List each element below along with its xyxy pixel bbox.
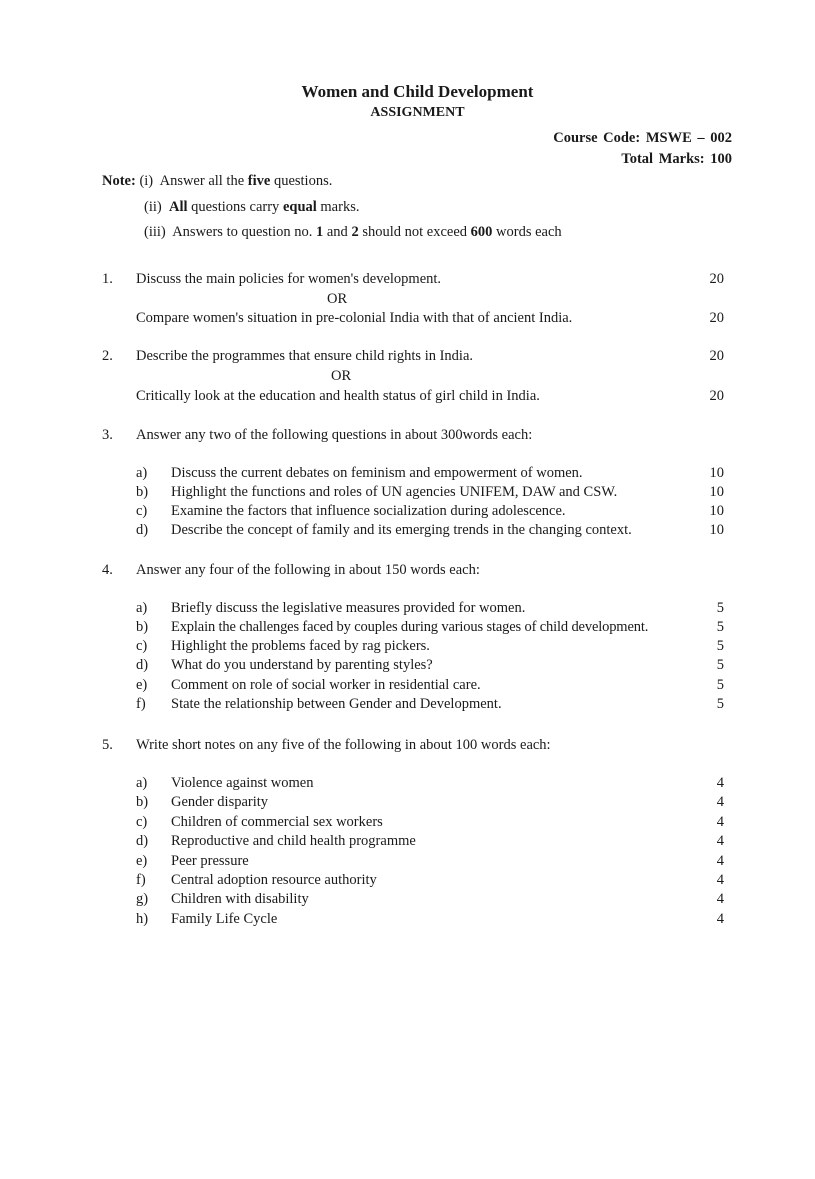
note-bold: five: [247, 173, 271, 189]
note-label: Note:: [102, 173, 136, 189]
note-bold: All: [168, 199, 188, 215]
item-text: Family Life Cycle: [171, 911, 278, 927]
note-text: Answer all the: [159, 173, 248, 189]
item-marks: 5: [716, 677, 724, 693]
note-bold: 2: [351, 224, 359, 240]
note-text: marks.: [316, 199, 360, 215]
question-text: Critically look at the education and health status of girl child in India.: [136, 388, 540, 404]
total-marks: Total Marks: 100: [621, 151, 732, 167]
item-marks: 4: [716, 872, 724, 888]
note-text: questions.: [270, 173, 333, 189]
item-letter: d): [136, 833, 149, 849]
question-text: Answer any two of the following questions in about 300words each:: [136, 427, 533, 443]
item-text: Discuss the current debates on feminism and empowerment of women.: [171, 465, 583, 481]
item-text: Briefly discuss the legislative measures provided for women.: [171, 600, 526, 616]
question-5-item: [0, 833, 815, 853]
item-letter: h): [136, 911, 149, 927]
item-letter: a): [136, 600, 148, 616]
note-item-2: [144, 199, 359, 216]
note-item-1: [102, 173, 332, 190]
question-text: Write short notes on any five of the following in about 100 words each:: [136, 737, 551, 753]
or-label: OR: [327, 291, 348, 307]
item-text: Gender disparity: [171, 794, 269, 810]
item-marks: 5: [716, 657, 724, 673]
item-marks: 4: [716, 911, 724, 927]
item-text: Violence against women: [171, 775, 314, 791]
item-marks: 10: [709, 522, 724, 538]
question-text: Discuss the main policies for women's development.: [136, 271, 442, 287]
question-5-item: [0, 911, 815, 931]
question-number: 4.: [102, 562, 113, 578]
item-letter: f): [136, 872, 146, 888]
item-text: What do you understand by parenting styles?: [171, 657, 433, 673]
item-letter: a): [136, 465, 148, 481]
item-letter: d): [136, 657, 149, 673]
question-1-or: [0, 291, 815, 311]
item-marks: 5: [716, 600, 724, 616]
item-marks: 4: [716, 833, 724, 849]
question-3-item: [0, 465, 815, 485]
note-num: (ii): [144, 199, 162, 215]
item-text: Examine the factors that influence socialization during adolescence.: [171, 503, 566, 519]
note-text: should not exceed: [358, 224, 471, 240]
item-marks: 4: [716, 853, 724, 869]
note-bold: 1: [316, 224, 324, 240]
question-2-or: [0, 368, 815, 388]
question-number: 5.: [102, 737, 113, 753]
document-title: Women and Child Development: [301, 82, 534, 101]
item-marks: 4: [716, 794, 724, 810]
item-letter: c): [136, 638, 148, 654]
item-letter: a): [136, 775, 148, 791]
item-marks: 4: [716, 814, 724, 830]
item-text: Central adoption resource authority: [171, 872, 377, 888]
item-letter: f): [136, 696, 146, 712]
item-marks: 10: [709, 503, 724, 519]
item-text: Peer pressure: [171, 853, 249, 869]
item-text: Explain the challenges faced by couples during various stages of child development.: [171, 619, 649, 635]
question-text: Answer any four of the following in about 150 words each:: [136, 562, 480, 578]
item-letter: g): [136, 891, 149, 907]
note-bold: equal: [282, 199, 317, 215]
question-5-item: [0, 794, 815, 814]
question-5-item: [0, 775, 815, 795]
question-text: Describe the programmes that ensure child rights in India.: [136, 348, 474, 364]
note-text: words each: [492, 224, 562, 240]
question-number: 1.: [102, 271, 113, 287]
question-number: 3.: [102, 427, 113, 443]
item-letter: b): [136, 619, 149, 635]
question-4-item: [0, 657, 815, 677]
question-marks: 20: [709, 310, 724, 326]
item-letter: c): [136, 814, 148, 830]
document-subtitle: ASSIGNMENT: [370, 105, 465, 120]
item-marks: 10: [709, 484, 724, 500]
item-letter: c): [136, 503, 148, 519]
item-text: Children of commercial sex workers: [171, 814, 383, 830]
question-4-item: [0, 677, 815, 697]
question-4-item: [0, 696, 815, 716]
note-num: (iii): [144, 224, 166, 240]
question-2-a: [0, 348, 815, 368]
question-4-item: [0, 600, 815, 620]
item-letter: b): [136, 794, 149, 810]
question-marks: 20: [709, 348, 724, 364]
note-text: and: [323, 224, 352, 240]
question-5-item: [0, 814, 815, 834]
question-1-b: [0, 310, 815, 330]
question-2-b: [0, 388, 815, 408]
question-marks: 20: [709, 388, 724, 404]
item-letter: b): [136, 484, 149, 500]
item-text: Children with disability: [171, 891, 309, 907]
item-letter: d): [136, 522, 149, 538]
question-5-item: [0, 872, 815, 892]
item-text: Comment on role of social worker in residential care.: [171, 677, 481, 693]
question-3: [0, 427, 815, 447]
item-marks: 4: [716, 891, 724, 907]
course-code: Course Code: MSWE – 002: [553, 130, 732, 146]
item-letter: e): [136, 853, 148, 869]
question-marks: 20: [709, 271, 724, 287]
note-text: questions carry: [187, 199, 283, 215]
item-marks: 5: [716, 638, 724, 654]
item-letter: e): [136, 677, 148, 693]
question-4-item: [0, 638, 815, 658]
or-label: OR: [331, 368, 352, 384]
question-3-item: [0, 522, 815, 542]
question-3-item: [0, 503, 815, 523]
question-number: 2.: [102, 348, 113, 364]
item-text: Highlight the functions and roles of UN agencies UNIFEM, DAW and CSW.: [171, 484, 618, 500]
item-marks: 10: [709, 465, 724, 481]
question-text: Compare women's situation in pre-colonial India with that of ancient India.: [136, 310, 573, 326]
question-1-a: [0, 271, 815, 291]
question-5: [0, 737, 815, 757]
item-text: Describe the concept of family and its emerging trends in the changing context.: [171, 522, 632, 538]
note-num: (i): [139, 173, 154, 189]
item-text: Highlight the problems faced by rag pickers.: [171, 638, 430, 654]
question-3-item: [0, 484, 815, 504]
item-marks: 4: [716, 775, 724, 791]
question-4: [0, 562, 815, 582]
item-marks: 5: [716, 696, 724, 712]
question-5-item: [0, 853, 815, 873]
item-text: State the relationship between Gender and Development.: [171, 696, 502, 712]
item-marks: 5: [716, 619, 724, 635]
question-5-item: [0, 891, 815, 911]
item-text: Reproductive and child health programme: [171, 833, 416, 849]
note-text: Answers to question no.: [172, 224, 316, 240]
question-4-item: [0, 619, 815, 639]
note-item-3: [144, 224, 562, 241]
note-bold: 600: [470, 224, 493, 240]
